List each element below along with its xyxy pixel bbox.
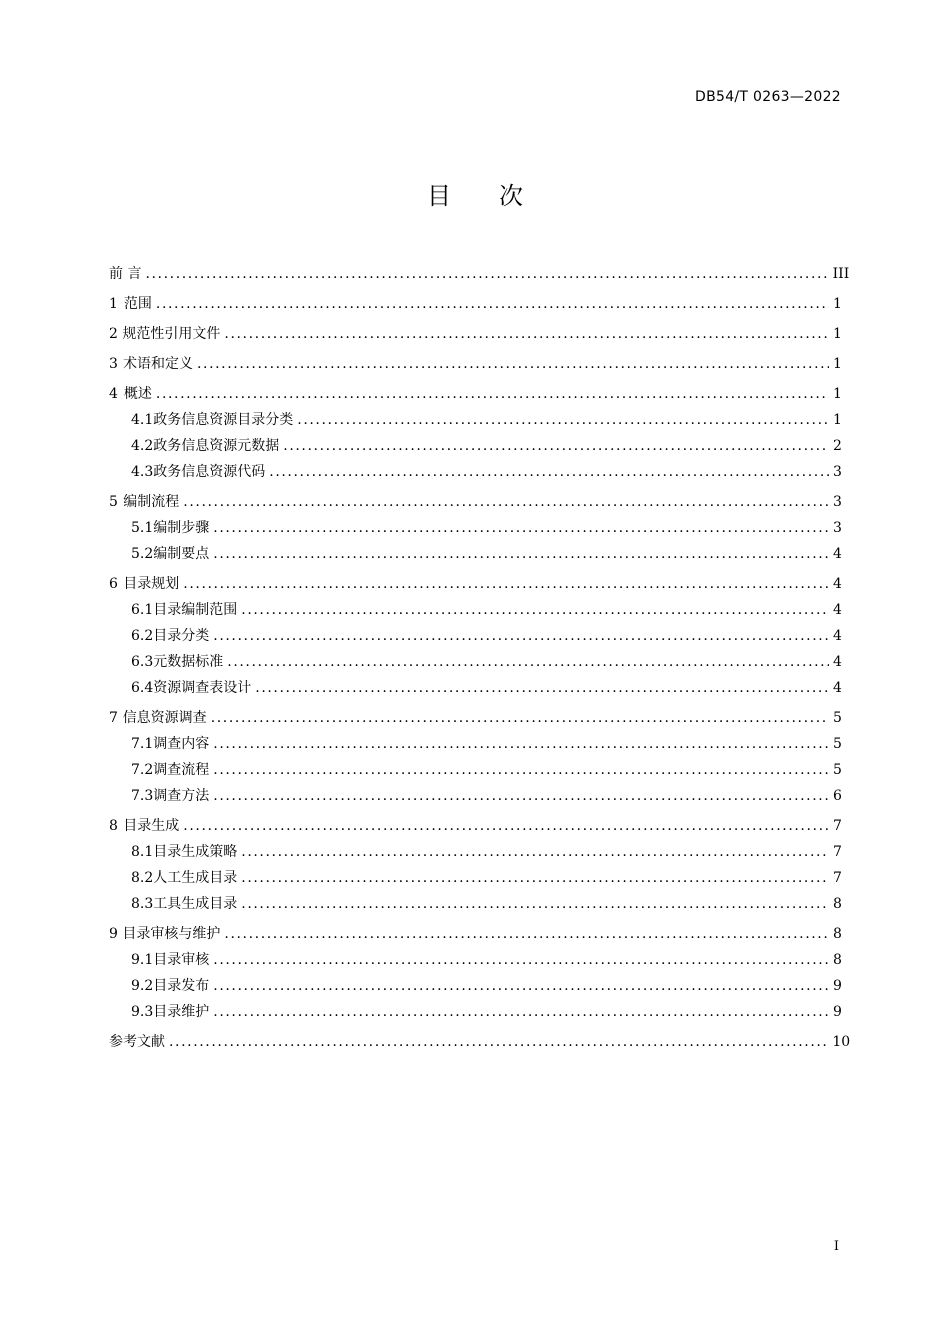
- toc-entry-number: 6.3: [131, 654, 154, 670]
- toc-entry-page: 1: [833, 296, 842, 312]
- toc-entry[interactable]: [109, 947, 841, 973]
- toc-leader-dots: [197, 351, 829, 377]
- toc-entry-label: 政务信息资源目录分类: [153, 412, 294, 428]
- toc-entry-label: 编制步骤: [153, 520, 210, 536]
- toc-entry-label: 政务信息资源元数据: [153, 438, 280, 454]
- toc-entry[interactable]: [109, 999, 841, 1025]
- toc-entry[interactable]: [109, 351, 841, 377]
- toc-entry-number: 1: [109, 296, 118, 312]
- toc-entry-page: 4: [833, 680, 842, 696]
- toc-leader-dots: [183, 813, 829, 839]
- toc-entry[interactable]: [109, 865, 841, 891]
- toc-entry-label: 术语和定义: [122, 356, 193, 372]
- toc-entry[interactable]: [109, 649, 841, 675]
- toc-entry-number: 4.2: [131, 438, 154, 454]
- table-of-contents: [109, 261, 851, 1055]
- toc-entry-page: 8: [833, 926, 842, 942]
- toc-entry-page: 4: [833, 576, 842, 592]
- toc-entry-number: 2: [109, 326, 118, 342]
- toc-entry-page: 6: [833, 788, 842, 804]
- toc-entry[interactable]: [109, 571, 841, 597]
- toc-leader-dots: [224, 321, 829, 347]
- toc-entry-label: 目录生成策略: [153, 844, 238, 860]
- toc-leader-dots: [156, 381, 829, 407]
- toc-entry[interactable]: [109, 705, 841, 731]
- toc-entry-page: 1: [833, 412, 842, 428]
- toc-entry-number: 3: [109, 356, 118, 372]
- toc-leader-dots: [156, 291, 829, 317]
- toc-entry-page: 5: [833, 762, 842, 778]
- toc-entry-number: 9.2: [131, 978, 154, 994]
- toc-entry-label: 目录生成: [123, 818, 180, 834]
- toc-entry-page: 8: [833, 896, 842, 912]
- toc-entry-page: 2: [833, 438, 842, 454]
- toc-leader-dots: [183, 489, 829, 515]
- toc-entry-label: 参考文献: [109, 1034, 165, 1050]
- toc-entry-number: 8.3: [131, 896, 154, 912]
- toc-entry-page: 1: [833, 326, 842, 342]
- toc-leader-dots: [241, 597, 829, 623]
- toc-entry-label: 调查流程: [153, 762, 210, 778]
- toc-leader-dots: [211, 705, 829, 731]
- toc-entry[interactable]: [109, 321, 841, 347]
- toc-entry-page: 3: [833, 520, 842, 536]
- toc-entry[interactable]: [109, 731, 841, 757]
- toc-entry-page: 3: [833, 494, 842, 510]
- toc-title: [0, 176, 950, 211]
- toc-entry-label: 目录发布: [153, 978, 210, 994]
- toc-leader-dots: [213, 757, 829, 783]
- toc-leader-dots: [213, 783, 829, 809]
- toc-entry-number: 4: [109, 386, 118, 402]
- toc-entry-page: 9: [833, 1004, 842, 1020]
- toc-entry[interactable]: [109, 813, 841, 839]
- toc-entry-number: 5.1: [131, 520, 154, 536]
- toc-entry[interactable]: [109, 489, 841, 515]
- toc-entry-page: 10: [832, 1034, 851, 1050]
- toc-entry[interactable]: [109, 1029, 851, 1055]
- toc-entry-number: 6.1: [131, 602, 154, 618]
- toc-title-char-2: 次: [499, 182, 523, 210]
- toc-entry-number: 7.2: [131, 762, 154, 778]
- toc-entry-number: 8.1: [131, 844, 154, 860]
- toc-entry-number: 8: [109, 818, 118, 834]
- toc-entry-label: 编制流程: [123, 494, 180, 510]
- toc-entry-number: 7.3: [131, 788, 154, 804]
- toc-leader-dots: [241, 891, 829, 917]
- toc-leader-dots: [283, 433, 829, 459]
- toc-leader-dots: [213, 623, 829, 649]
- toc-leader-dots: [213, 541, 829, 567]
- toc-leader-dots: [213, 973, 829, 999]
- toc-leader-dots: [269, 459, 829, 485]
- toc-leader-dots: [227, 649, 829, 675]
- toc-entry[interactable]: [109, 783, 841, 809]
- toc-leader-dots: [213, 731, 829, 757]
- toc-leader-dots: [241, 865, 829, 891]
- toc-leader-dots: [183, 571, 829, 597]
- toc-entry-label: 调查内容: [153, 736, 210, 752]
- toc-entry-label: 规范性引用文件: [122, 326, 221, 342]
- toc-entry-label: 目录维护: [153, 1004, 210, 1020]
- toc-entry-page: 7: [833, 844, 842, 860]
- toc-entry-page: 9: [833, 978, 842, 994]
- toc-entry[interactable]: [109, 973, 841, 999]
- toc-entry-label: 人工生成目录: [153, 870, 238, 886]
- toc-leader-dots: [145, 261, 828, 287]
- toc-entry-number: 6.4: [131, 680, 154, 696]
- toc-entry-number: 5: [109, 494, 118, 510]
- toc-entry[interactable]: [109, 515, 841, 541]
- toc-entry-number: 8.2: [131, 870, 154, 886]
- toc-entry-page: 1: [833, 356, 842, 372]
- toc-entry-number: 9.1: [131, 952, 154, 968]
- toc-leader-dots: [255, 675, 829, 701]
- toc-entry[interactable]: [109, 407, 841, 433]
- toc-entry-label: 信息资源调查: [122, 710, 207, 726]
- toc-title-char-1: 目: [427, 182, 451, 210]
- toc-entry-number: 9: [109, 926, 118, 942]
- toc-entry[interactable]: [109, 757, 841, 783]
- toc-entry-label: 元数据标准: [153, 654, 224, 670]
- toc-entry[interactable]: [109, 381, 841, 407]
- toc-entry-label: 前 言: [109, 266, 142, 282]
- toc-entry-label: 调查方法: [153, 788, 210, 804]
- toc-entry-number: 6.2: [131, 628, 154, 644]
- toc-entry-page: 5: [833, 736, 842, 752]
- toc-entry-number: 5.2: [131, 546, 154, 562]
- toc-entry[interactable]: [109, 261, 850, 287]
- toc-entry-page: 7: [833, 870, 842, 886]
- toc-entry-label: 概述: [123, 386, 152, 402]
- toc-entry-number: 4.1: [131, 412, 154, 428]
- toc-entry-label: 目录编制范围: [153, 602, 238, 618]
- toc-entry-page: 4: [833, 628, 842, 644]
- document-code: DB54/T 0263—2022: [695, 89, 841, 105]
- toc-entry-number: 7: [109, 710, 118, 726]
- toc-entry[interactable]: [109, 541, 841, 567]
- toc-entry-label: 工具生成目录: [153, 896, 238, 912]
- toc-leader-dots: [213, 947, 829, 973]
- toc-entry-page: 5: [833, 710, 842, 726]
- toc-leader-dots: [169, 1029, 828, 1055]
- toc-entry-number: 4.3: [131, 464, 154, 480]
- toc-entry-page: 3: [833, 464, 842, 480]
- toc-leader-dots: [213, 999, 829, 1025]
- toc-entry-number: 7.1: [131, 736, 154, 752]
- toc-entry-label: 范围: [123, 296, 152, 312]
- toc-leader-dots: [297, 407, 829, 433]
- toc-leader-dots: [224, 921, 829, 947]
- toc-entry[interactable]: [109, 921, 841, 947]
- toc-entry-label: 政务信息资源代码: [153, 464, 266, 480]
- toc-entry-page: 8: [833, 952, 842, 968]
- toc-entry[interactable]: [109, 597, 841, 623]
- toc-entry-number: 6: [109, 576, 118, 592]
- toc-entry-label: 编制要点: [153, 546, 210, 562]
- toc-entry-page: 4: [833, 546, 842, 562]
- toc-leader-dots: [213, 515, 829, 541]
- toc-entry-label: 目录分类: [153, 628, 210, 644]
- toc-entry-label: 资源调查表设计: [153, 680, 252, 696]
- toc-entry-label: 目录审核: [153, 952, 210, 968]
- toc-entry-page: 4: [833, 654, 842, 670]
- toc-entry[interactable]: [109, 291, 841, 317]
- toc-entry[interactable]: [109, 839, 841, 865]
- toc-entry-page: 7: [833, 818, 842, 834]
- toc-entry-label: 目录规划: [123, 576, 180, 592]
- toc-entry[interactable]: [109, 459, 841, 485]
- toc-entry-number: 9.3: [131, 1004, 154, 1020]
- toc-entry-page: 1: [833, 386, 842, 402]
- toc-entry-page: 4: [833, 602, 842, 618]
- page-folio: I: [833, 1239, 839, 1254]
- toc-entry[interactable]: [109, 623, 841, 649]
- toc-leader-dots: [241, 839, 829, 865]
- toc-entry[interactable]: [109, 433, 841, 459]
- toc-entry[interactable]: [109, 891, 841, 917]
- toc-entry[interactable]: [109, 675, 841, 701]
- toc-entry-label: 目录审核与维护: [122, 926, 221, 942]
- toc-entry-page: III: [832, 266, 850, 282]
